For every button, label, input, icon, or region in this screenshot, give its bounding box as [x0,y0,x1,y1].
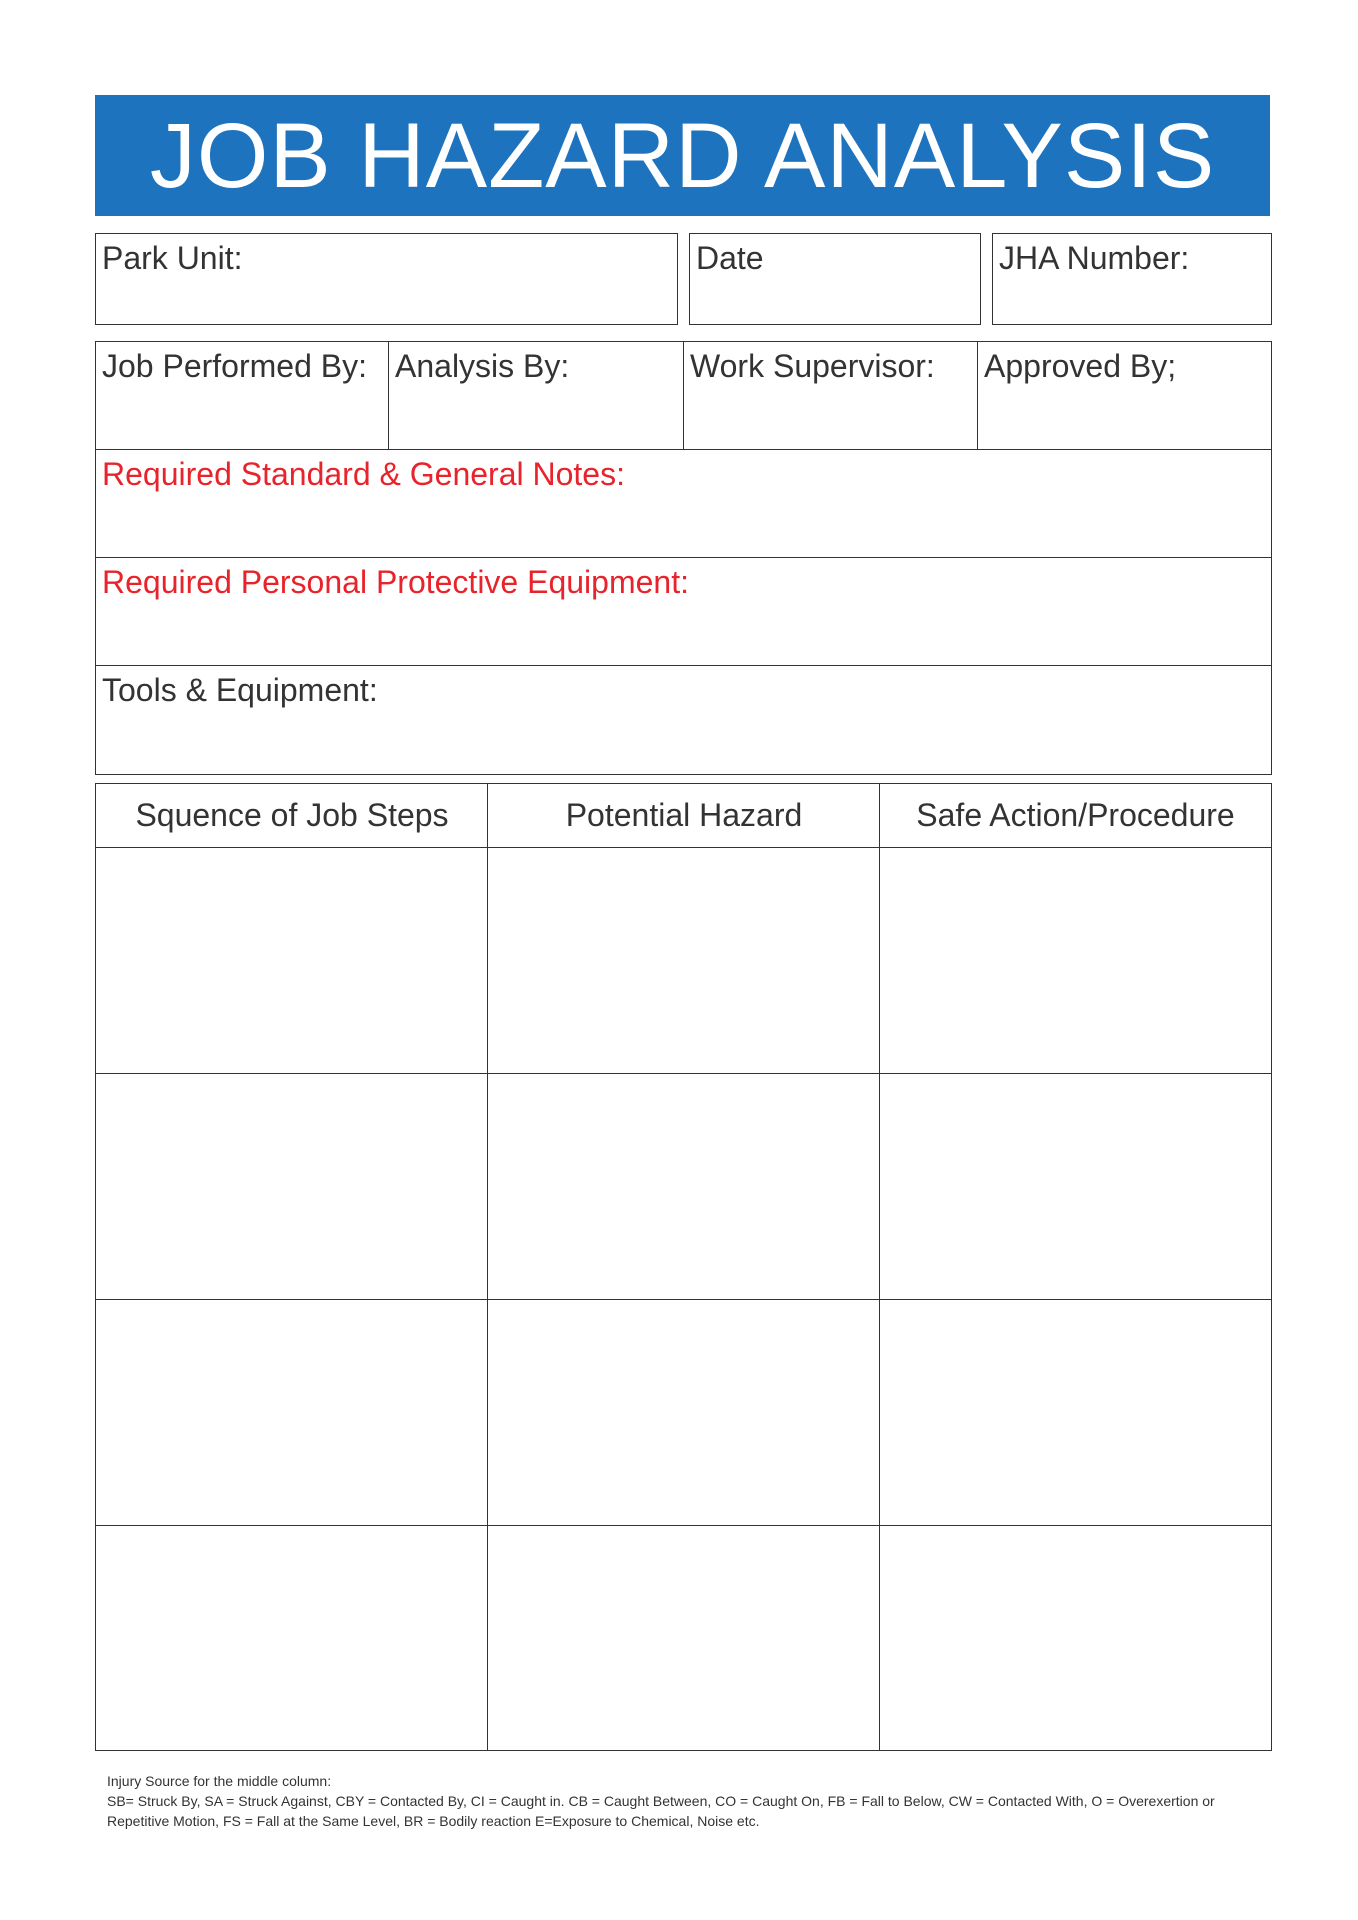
tools-equipment-label: Tools & Equipment: [102,672,378,708]
analysis-by-label: Analysis By: [395,348,570,384]
table-cell-hazard[interactable] [488,1074,879,1299]
details-block [95,341,1272,775]
title-banner [95,95,1270,216]
park-unit-field[interactable] [95,233,678,325]
table-cell-hazard[interactable] [488,1526,879,1750]
column-header-potential-hazard: Potential Hazard [565,797,803,833]
job-performed-by-label: Job Performed By: [102,348,367,384]
approved-by-field[interactable] [978,342,1271,449]
injury-source-heading: Injury Source for the middle column: [107,1773,332,1789]
injury-source-note [107,1771,1277,1831]
divider [977,342,978,449]
table-cell-job-step[interactable] [96,1074,487,1299]
divider [683,342,684,449]
date-label: Date [696,240,764,276]
divider [388,342,389,449]
table-cell-hazard[interactable] [488,848,879,1073]
approved-by-label: Approved By; [984,348,1177,384]
jha-number-field[interactable] [992,233,1272,325]
page-title: JOB HAZARD ANALYSIS [149,104,1216,207]
table-cell-safe-action[interactable] [880,1300,1271,1525]
table-cell-job-step[interactable] [96,1300,487,1525]
required-standard-field[interactable] [96,450,1271,557]
table-cell-hazard[interactable] [488,1300,879,1525]
table-cell-safe-action[interactable] [880,1074,1271,1299]
work-supervisor-field[interactable] [684,342,978,449]
injury-source-codes: SB= Struck By, SA = Struck Against, CBY = Contacted By, CI = Caught in. CB = Caught Between, CO = Caught On, FB = Fall to Below, CW = Contacted With, O = Overexertion or Repetitive Motion, FS = Fall at the Same Level, BR = Bodily reaction E=Exposure to Chemical, Noise etc. [107,1793,1215,1829]
table-cell-job-step[interactable] [96,1526,487,1750]
column-header-job-steps: Squence of Job Steps [135,797,449,833]
job-performed-by-field[interactable] [96,342,389,449]
work-supervisor-label: Work Supervisor: [690,348,935,384]
required-ppe-field[interactable] [96,558,1271,665]
jha-number-label: JHA Number: [999,240,1190,276]
analysis-by-field[interactable] [389,342,684,449]
table-cell-safe-action[interactable] [880,1526,1271,1750]
table-cell-safe-action[interactable] [880,848,1271,1073]
column-header-safe-action: Safe Action/Procedure [916,797,1235,833]
park-unit-label: Park Unit: [102,240,243,276]
date-field[interactable] [689,233,981,325]
required-ppe-label: Required Personal Protective Equipment: [102,564,689,600]
table-cell-job-step[interactable] [96,848,487,1073]
job-steps-table [95,783,1272,1751]
tools-equipment-field[interactable] [96,666,1271,773]
required-standard-label: Required Standard & General Notes: [102,456,625,492]
